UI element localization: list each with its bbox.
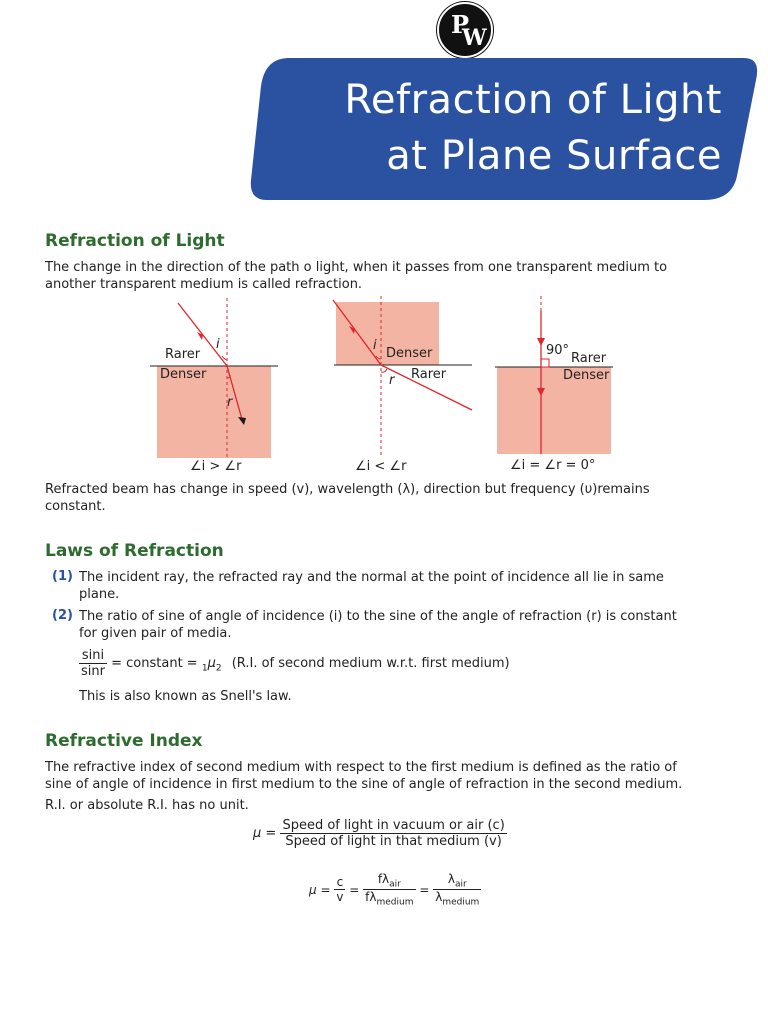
refraction-definition bbox=[45, 259, 725, 293]
angle-i-arc bbox=[222, 356, 227, 360]
ri-line-1: The refractive index of second medium with respect to the first medium is defined as the ratio of bbox=[45, 760, 677, 775]
note-line-2: constant. bbox=[45, 499, 106, 514]
diagram1-angle-r: r bbox=[227, 395, 233, 410]
lambda-2: λ bbox=[435, 890, 443, 905]
law-1-line-1: The incident ray, the refracted ray and the normal at the point of incidence all lie in same bbox=[79, 570, 664, 585]
law-1-number: (1) bbox=[52, 569, 73, 584]
ri-line-3: R.I. or absolute R.I. has no unit. bbox=[45, 798, 249, 813]
air-sub-2: air bbox=[454, 879, 467, 890]
speed-fraction bbox=[280, 818, 506, 849]
den-var: r bbox=[99, 664, 105, 679]
c-symbol: c bbox=[334, 875, 345, 890]
ri-note: (R.I. of second medium w.r.t. first medium) bbox=[231, 656, 510, 671]
air-sub-1: air bbox=[389, 879, 401, 890]
refractive-index-definition bbox=[45, 759, 725, 814]
speed-denominator: Speed of light in that medium (v) bbox=[285, 834, 502, 849]
medium-sub-2: medium bbox=[442, 897, 480, 908]
diagram3-top-label: Rarer bbox=[571, 351, 607, 366]
f-lambda-medium bbox=[363, 890, 415, 907]
law-2-line-1: The ratio of sine of angle of incidence (i) to the sine of the angle of refraction (r) is constant bbox=[79, 609, 677, 624]
logo-letter-p: P bbox=[451, 10, 470, 39]
incident-arrow bbox=[537, 338, 545, 346]
pw-logo bbox=[437, 2, 493, 58]
page-title bbox=[270, 72, 722, 184]
angle-r-arc bbox=[381, 369, 387, 372]
ratio-numerator bbox=[79, 648, 107, 664]
diagram1-angle-i: i bbox=[216, 337, 220, 352]
den-sin: sin bbox=[81, 664, 100, 679]
ri-line-2: sine of angle of incidence in first medium to the sine of angle of refraction in the second medium. bbox=[45, 777, 683, 792]
title-line-1: Refraction of Light bbox=[344, 77, 722, 123]
heading-laws-of-refraction: Laws of Refraction bbox=[45, 541, 224, 561]
speed-numerator: Speed of light in vacuum or air (c) bbox=[282, 818, 505, 833]
diagram3-bottom-label: Denser bbox=[563, 368, 610, 383]
f-lambda-air bbox=[363, 872, 415, 890]
diagram2-angle-i: i bbox=[373, 338, 377, 353]
note-line-1: Refracted beam has change in speed (v), wavelength (λ), direction but frequency (υ)remains bbox=[45, 482, 650, 497]
v-symbol: v bbox=[336, 890, 344, 905]
diagram3-angle: 90° bbox=[546, 343, 570, 358]
mu-equals-2: μ = bbox=[309, 882, 331, 897]
num-sin: sin bbox=[81, 648, 101, 663]
heading-refractive-index: Refractive Index bbox=[45, 731, 203, 751]
diagram2-caption: ∠i < ∠r bbox=[355, 459, 407, 474]
medium-sub-1: medium bbox=[376, 897, 414, 908]
lambda-medium bbox=[433, 890, 481, 907]
diagram2-top-label: Denser bbox=[386, 346, 433, 361]
logo-letter-w: W bbox=[462, 25, 487, 51]
law-2-number: (2) bbox=[52, 608, 73, 623]
diagram-rarer-to-denser bbox=[150, 298, 280, 476]
snell-law-note: This is also known as Snell's law. bbox=[79, 689, 292, 704]
mu-equals: μ = bbox=[253, 826, 277, 841]
lambda-fraction bbox=[433, 872, 481, 908]
law-1-line-2: plane. bbox=[79, 587, 120, 602]
diagram2-angle-r: r bbox=[389, 373, 395, 388]
diagram1-caption: ∠i > ∠r bbox=[190, 459, 242, 474]
title-line-2: at Plane Surface bbox=[386, 133, 722, 179]
refraction-note bbox=[45, 481, 725, 515]
equals-constant: = constant = bbox=[111, 656, 198, 671]
equals-2: = bbox=[419, 882, 430, 897]
diagram3-caption: ∠i = ∠r = 0° bbox=[510, 458, 596, 473]
diagram1-bottom-label: Denser bbox=[160, 367, 207, 382]
mu-symbol: μ bbox=[207, 656, 216, 671]
mu-pre-sub: 1 bbox=[201, 663, 208, 674]
law-2-line-2: for given pair of media. bbox=[79, 626, 232, 641]
definition-line-1: The change in the direction of the path o light, when it passes from one transparent medium to bbox=[45, 260, 668, 275]
sin-ratio bbox=[79, 648, 107, 679]
wavelength-formula bbox=[309, 872, 481, 908]
snell-formula bbox=[79, 648, 510, 679]
f-lambda-fraction bbox=[363, 872, 415, 908]
ratio-denominator bbox=[79, 664, 107, 679]
f-lambda-2: fλ bbox=[365, 890, 377, 905]
equals-1: = bbox=[349, 882, 360, 897]
law-2-text bbox=[79, 608, 725, 642]
definition-line-2: another transparent medium is called refraction. bbox=[45, 277, 363, 292]
num-var: i bbox=[100, 648, 105, 663]
lambda-1: λ bbox=[447, 872, 455, 886]
diagram-normal-incidence bbox=[495, 296, 615, 476]
diagram-denser-to-rarer bbox=[330, 296, 475, 476]
speed-ratio-formula bbox=[253, 818, 507, 849]
f-lambda-1: fλ bbox=[377, 872, 390, 886]
lambda-air bbox=[433, 872, 481, 890]
mu-sub: 2 bbox=[215, 663, 222, 674]
diagram2-bottom-label: Rarer bbox=[411, 367, 447, 382]
diagram1-top-label: Rarer bbox=[165, 347, 201, 362]
law-1-text bbox=[79, 569, 725, 603]
c-over-v bbox=[334, 875, 345, 904]
right-angle-mark bbox=[541, 359, 549, 367]
heading-refraction-of-light: Refraction of Light bbox=[45, 231, 225, 251]
